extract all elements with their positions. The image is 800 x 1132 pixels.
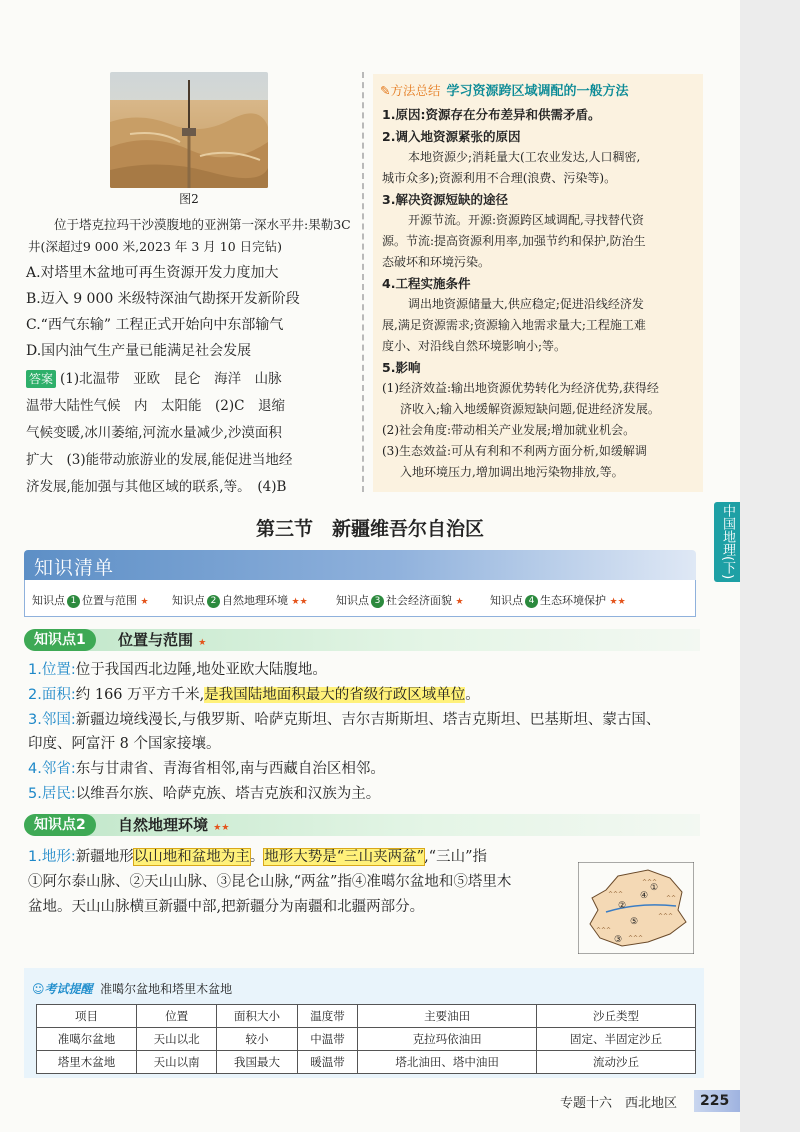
exam-tip-header — [32, 980, 232, 997]
table-cell: 天山以北 — [137, 1028, 217, 1051]
svg-text:^^^: ^^^ — [658, 913, 674, 920]
kp1-item-provinces: 4.邻省:东与甘肃省、青海省相邻,南与西藏自治区相邻。 — [28, 761, 385, 777]
kp1-tag: 知识点1 — [24, 629, 96, 651]
table-cell: 准噶尔盆地 — [37, 1028, 137, 1051]
knowledge-list-banner — [24, 550, 696, 580]
kp2-terrain-line3: 盆地。天山山脉横亘新疆中部,把新疆分为南疆和北疆两部分。 — [28, 899, 425, 915]
method-title: 学习资源跨区域调配的一般方法 — [446, 84, 629, 99]
table-header: 面积大小 — [217, 1005, 297, 1028]
method-heading: 4.工程实施条件 — [382, 276, 471, 291]
kp1-item-neighbors-cont: 印度、阿富汗 8 个国家接壤。 — [28, 736, 221, 752]
method-summary-header — [380, 80, 629, 99]
exam-tip-tag: 考试提醒 — [44, 982, 93, 996]
method-line: (3)生态效益:可从有利和不利两方面分析,如缓解调 — [382, 444, 647, 458]
option-a: A.对塔里木盆地可再生资源开发力度加大 — [26, 265, 279, 281]
table-cell: 我国最大 — [217, 1051, 297, 1074]
knowledge-list-title: 知识清单 — [34, 557, 115, 579]
table-cell: 克拉玛依油田 — [358, 1028, 537, 1051]
answer-tag: 答案 — [26, 370, 56, 388]
table-cell: 固定、半固定沙丘 — [536, 1028, 695, 1051]
answer-line: 扩大 (3)能带动旅游业的发展,能促进当地经 — [26, 452, 293, 468]
kp1-item-area: 2.面积:约 166 万平方千米,是我国陆地面积最大的省级行政区域单位。 — [28, 687, 480, 703]
highlight-text: 以山地和盆地为主 — [133, 849, 250, 865]
method-line: 城市众多);资源利用不合理(浪费、污染等)。 — [382, 171, 617, 185]
knowledge-list-item[interactable]: 知识点 2 自然地理环境 ★★ — [172, 594, 308, 607]
knowledge-list-item[interactable]: 知识点 3 社会经济面貌 ★ — [336, 594, 464, 607]
kp2-terrain-line2: ①阿尔泰山脉、②天山山脉、③昆仑山脉,“两盆”指④准噶尔盆地和⑤塔里木 — [28, 874, 512, 890]
page-edge — [740, 0, 800, 1132]
table-header-row — [37, 1005, 696, 1028]
kp1-item-neighbors: 3.邻国:新疆边境线漫长,与俄罗斯、哈萨克斯坦、吉尔吉斯斯坦、塔吉克斯坦、巴基斯坦、蒙古国、 — [28, 712, 661, 728]
table-row — [37, 1028, 696, 1051]
footer-title: 专题十六 西北地区 — [560, 1096, 678, 1111]
highlight-text: 地形大势是“三山夹两盆” — [264, 849, 425, 865]
column-divider — [362, 72, 364, 492]
star-icon: ★★ — [609, 597, 626, 607]
star-icon: ★★ — [213, 823, 230, 833]
svg-text:^^^: ^^^ — [596, 927, 612, 934]
desert-well-photo — [110, 72, 268, 188]
svg-text:^^^: ^^^ — [642, 879, 658, 886]
method-body — [382, 104, 700, 483]
kp1-title: 位置与范围 ★ — [118, 631, 207, 649]
star-icon: ★ — [198, 638, 207, 648]
page-number: 225 — [694, 1090, 740, 1112]
highlight-text: 是我国陆地面积最大的省级行政区域单位 — [204, 687, 466, 703]
kp2-title: 自然地理环境 ★★ — [118, 816, 230, 834]
pencil-icon: ✎ — [380, 83, 391, 98]
method-line: 开源节流。开源:资源跨区域调配,寻找替代资 — [408, 213, 644, 227]
method-heading: 5.影响 — [382, 360, 421, 375]
option-c: C.“西气东输” 工程正式开始向中东部输气 — [26, 317, 284, 333]
method-line: 源。节流:提高资源利用率,加强节约和保护,防治生 — [382, 234, 646, 248]
table-header: 项目 — [37, 1005, 137, 1028]
answer-line: 济发展,能加强与其他区域的联系,等。 (4)B — [26, 479, 287, 495]
knowledge-list-item[interactable]: 知识点 1 位置与范围 ★ — [32, 594, 149, 607]
svg-text:⑤: ⑤ — [630, 917, 639, 927]
table-cell: 塔北油田、塔中油田 — [358, 1051, 537, 1074]
table-row — [37, 1051, 696, 1074]
svg-text:①: ① — [650, 883, 659, 893]
table-cell: 流动沙丘 — [536, 1051, 695, 1074]
method-heading: 3.解决资源短缺的途径 — [382, 192, 508, 207]
svg-text:②: ② — [618, 901, 627, 911]
kp2-terrain: 1.地形:新疆地形以山地和盆地为主。地形大势是“三山夹两盆”,“三山”指 — [28, 849, 487, 865]
exam-tip-title: 准噶尔盆地和塔里木盆地 — [100, 982, 233, 996]
question-stem: 位于塔克拉玛干沙漠腹地的亚洲第一深水平井:果勒3C井(深超过9 000 米,2023 年 3 月 10 日完钻) — [28, 217, 351, 254]
answer-line: 气候变暖,冰川萎缩,河流水量减少,沙漠面积 — [26, 425, 282, 441]
section-title: 第三节 新疆维吾尔自治区 — [255, 518, 484, 540]
star-icon: ★ — [140, 597, 149, 607]
answer-line: 温带大陆性气候 内 太阳能 (2)C 退缩 — [26, 398, 285, 414]
method-line: 1.原因:资源存在分布差异和供需矛盾。 — [382, 107, 601, 122]
answer-line: (1)北温带 亚欧 昆仑 海洋 山脉 — [60, 371, 282, 387]
xinjiang-terrain-map — [578, 862, 694, 954]
method-line: 展,满足资源需求;资源输入地需求量大;工程施工难 — [382, 318, 646, 332]
table-cell: 天山以南 — [137, 1051, 217, 1074]
star-icon: ★★ — [291, 597, 308, 607]
kp1-item-position: 1.位置:位于我国西北边陲,地处亚欧大陆腹地。 — [28, 662, 327, 678]
method-heading: 2.调入地资源紧张的原因 — [382, 129, 521, 144]
kp1-item-residents: 5.居民:以维吾尔族、哈萨克族、塔吉克族和汉族为主。 — [28, 786, 381, 802]
method-line: 度小、对沿线自然环境影响小;等。 — [382, 339, 567, 353]
table-cell: 中温带 — [297, 1028, 358, 1051]
method-line: (2)社会角度:带动相关产业发展;增加就业机会。 — [382, 423, 636, 437]
svg-text:^^^: ^^^ — [608, 891, 624, 898]
figure-caption: 图2 — [179, 192, 199, 206]
method-line: 调出地资源储量大,供应稳定;促进沿线经济发 — [408, 297, 644, 311]
table-header: 温度带 — [297, 1005, 358, 1028]
method-line: 济收入;输入地缓解资源短缺问题,促进经济发展。 — [400, 402, 660, 416]
method-line: (1)经济效益:输出地资源优势转化为经济优势,获得经 — [382, 381, 659, 395]
table-cell: 塔里木盆地 — [37, 1051, 137, 1074]
method-line: 入地环境压力,增加调出地污染物排放,等。 — [400, 465, 624, 479]
method-line: 本地资源少;消耗量大(工农业发达,人口稠密, — [408, 150, 641, 164]
table-cell: 较小 — [217, 1028, 297, 1051]
table-header: 主要油田 — [358, 1005, 537, 1028]
svg-text:^^^: ^^^ — [628, 935, 644, 942]
svg-text:③: ③ — [614, 935, 623, 945]
svg-text:④: ④ — [640, 891, 649, 901]
knowledge-list-item[interactable]: 知识点 4 生态环境保护 ★★ — [490, 594, 626, 607]
table-cell: 暖温带 — [297, 1051, 358, 1074]
kp2-tag: 知识点2 — [24, 814, 96, 836]
answer-block — [26, 366, 356, 501]
method-line: 态破坏和环境污染。 — [382, 255, 491, 269]
table-header: 位置 — [137, 1005, 217, 1028]
svg-text:^^: ^^ — [666, 895, 677, 902]
option-b: B.迈入 9 000 米级特深油气勘探开发新阶段 — [26, 291, 300, 307]
option-d: D.国内油气生产量已能满足社会发展 — [26, 343, 252, 359]
exam-tip-icon: ☺ — [32, 982, 45, 996]
chapter-side-tab[interactable]: 中国地理(下) — [714, 502, 740, 582]
method-tag: 方法总结 — [390, 83, 441, 98]
basin-comparison-table — [36, 1004, 696, 1074]
table-header: 沙丘类型 — [536, 1005, 695, 1028]
star-icon: ★ — [455, 597, 464, 607]
